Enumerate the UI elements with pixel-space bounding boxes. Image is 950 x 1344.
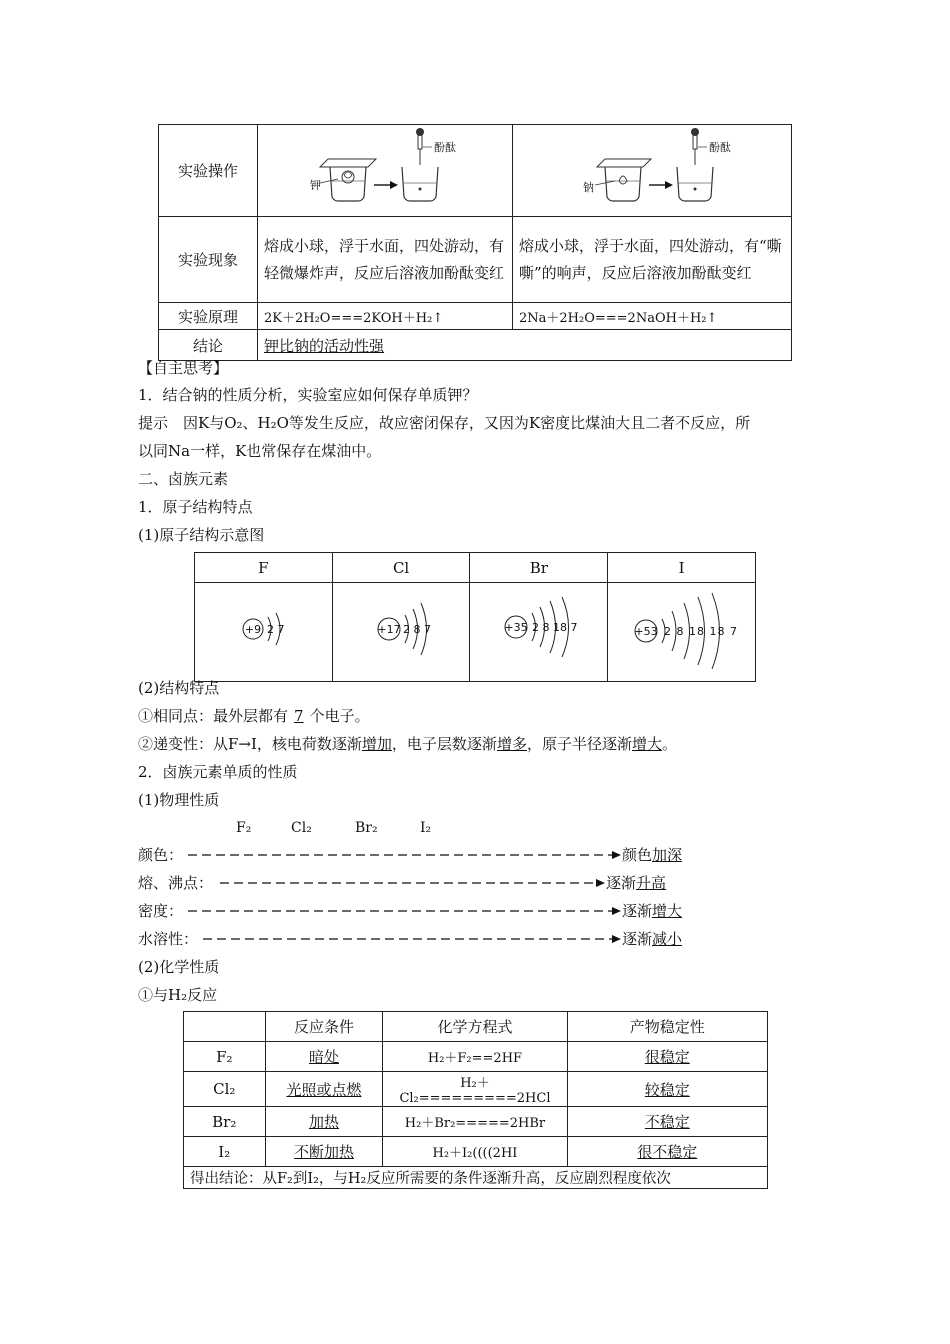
trend-shell-count: 增多 bbox=[496, 735, 527, 753]
atom-br-shells: 2 8 18 7 bbox=[532, 621, 578, 634]
h2-row-f2-equation: H₂＋F₂==2HF bbox=[383, 1042, 567, 1072]
atom-cl-diagram bbox=[333, 583, 469, 677]
h2-header-blank bbox=[184, 1012, 266, 1042]
row-label-principle: 实验原理 bbox=[159, 303, 258, 330]
prop-row-mp bbox=[138, 873, 213, 893]
na-metal-label: 钠 bbox=[583, 181, 594, 194]
na-principle: 2Na＋2H₂O===2NaOH＋H₂↑ bbox=[513, 303, 792, 330]
h2-row-br2-condition: 加热 bbox=[308, 1113, 339, 1131]
subsection-chemical-properties: (2)化学性质 bbox=[138, 958, 220, 976]
atom-diagram-cl bbox=[332, 583, 470, 682]
subsection-h2-reaction: ①与H₂反应 bbox=[138, 986, 218, 1004]
atom-symbol-i: I bbox=[608, 553, 756, 583]
atom-f-diagram bbox=[195, 583, 331, 677]
h2-row-i2-equation: H₂＋I₂((((2HI bbox=[383, 1137, 567, 1167]
h2-row-cl2-condition: 光照或点燃 bbox=[286, 1080, 362, 1099]
trend-mid2: ，原子半径逐渐 bbox=[526, 735, 632, 753]
prop-mp-result bbox=[606, 873, 666, 893]
element-f2: F₂ bbox=[236, 820, 252, 836]
h2-reaction-table bbox=[183, 1011, 768, 1189]
h2-row-f2-condition: 暗处 bbox=[308, 1048, 339, 1066]
prop-density-value: 增大 bbox=[652, 902, 683, 920]
prop-solubility-label: 水溶性： bbox=[138, 930, 199, 948]
atom-br-nucleus: +35 bbox=[504, 621, 529, 634]
na-phenomenon: 熔成小球，浮于水面，四处游动，有“嘶嘶”的响声，反应后溶液加酚酞变红 bbox=[513, 217, 792, 303]
h2-row-f2-stability: 很稳定 bbox=[644, 1048, 690, 1066]
trend-prefix: ②递变性：从F→I，核电荷数逐渐 bbox=[138, 735, 362, 753]
atom-i-diagram bbox=[608, 583, 754, 677]
row-label-conclusion: 结论 bbox=[159, 330, 258, 361]
conclusion-text: 钾比钠的活动性强 bbox=[264, 336, 385, 355]
row-label-phenomenon: 实验现象 bbox=[159, 217, 258, 303]
atom-diagram-br bbox=[470, 583, 608, 682]
prop-color-prefix: 颜色 bbox=[622, 846, 653, 864]
prop-solubility-value: 减小 bbox=[652, 930, 683, 948]
h2-row-br2-stability: 不稳定 bbox=[644, 1113, 690, 1131]
atom-diagram-i bbox=[608, 583, 756, 682]
trend-mid1: ，电子层数逐渐 bbox=[391, 735, 497, 753]
prop-row-solubility bbox=[138, 929, 198, 949]
atom-cl-shells: 2 8 7 bbox=[402, 623, 431, 636]
k-principle: 2K＋2H₂O===2KOH＋H₂↑ bbox=[258, 303, 513, 330]
prop-mp-label: 熔、沸点： bbox=[138, 874, 214, 892]
subsection-atomic-structure: 1．原子结构特点 bbox=[138, 498, 253, 516]
atom-f-nucleus: +9 bbox=[244, 623, 262, 636]
k-metal-label: 钾 bbox=[310, 179, 321, 192]
h2-row-cl2-element: Cl₂ bbox=[184, 1072, 266, 1107]
h2-row-f2-element: F₂ bbox=[184, 1042, 266, 1072]
prop-density-result bbox=[622, 901, 682, 921]
section-title-halogen: 二、卤族元素 bbox=[138, 470, 229, 488]
h2-row-i2-element: I₂ bbox=[184, 1137, 266, 1167]
same-point-prefix: ①相同点：最外层都有 bbox=[138, 707, 289, 725]
element-br2: Br₂ bbox=[355, 820, 378, 836]
h2-header-equation: 化学方程式 bbox=[383, 1012, 567, 1042]
prop-color-result bbox=[622, 845, 682, 865]
prop-density-label: 密度： bbox=[138, 902, 184, 920]
atom-symbol-br: Br bbox=[470, 553, 608, 583]
prop-density-arrow bbox=[188, 901, 622, 921]
think-hint-line1: 提示 因K与O₂、H₂O等发生反应，故应密闭保存，又因为K密度比煤油大且二者不反应，所 bbox=[138, 414, 751, 432]
h2-row-i2-condition: 不断加热 bbox=[293, 1143, 354, 1161]
same-point-line bbox=[138, 706, 370, 726]
h2-row-i2-stability: 很不稳定 bbox=[637, 1143, 698, 1161]
think-hint-line2: 以同Na一样，K也常保存在煤油中。 bbox=[138, 442, 382, 460]
na-apparatus-cell bbox=[513, 125, 792, 217]
subsection-structure-features: (2)结构特点 bbox=[138, 679, 220, 697]
h2-row-cl2-equation: H₂＋Cl₂=========2HCl bbox=[383, 1072, 567, 1107]
subsection-physical-properties: (1)物理性质 bbox=[138, 791, 220, 809]
k-apparatus-cell bbox=[258, 125, 513, 217]
prop-density-prefix: 逐渐 bbox=[622, 902, 653, 920]
atom-diagram-f bbox=[195, 583, 333, 682]
atom-f-shells: 2 7 bbox=[267, 623, 285, 636]
prop-mp-value: 升高 bbox=[636, 874, 667, 892]
prop-color-label: 颜色： bbox=[138, 846, 184, 864]
prop-solubility-result bbox=[622, 929, 682, 949]
think-heading: 【自主思考】 bbox=[138, 359, 229, 377]
h2-header-condition: 反应条件 bbox=[265, 1012, 383, 1042]
prop-solubility-arrow bbox=[203, 929, 622, 949]
subsection-structure-diagram: (1)原子结构示意图 bbox=[138, 526, 265, 544]
h2-row-cl2-stability: 较稳定 bbox=[644, 1080, 690, 1099]
prop-color-value: 加深 bbox=[652, 846, 683, 864]
atom-structure-table bbox=[194, 552, 756, 682]
prop-solubility-prefix: 逐渐 bbox=[622, 930, 653, 948]
atom-i-nucleus: +53 bbox=[634, 625, 658, 638]
prop-mp-arrow bbox=[220, 873, 606, 893]
atom-symbol-f: F bbox=[195, 553, 333, 583]
element-i2: I₂ bbox=[420, 820, 432, 836]
trend-line bbox=[138, 734, 677, 754]
k-phenomenon: 熔成小球，浮于水面，四处游动，有轻微爆炸声，反应后溶液加酚酞变红 bbox=[258, 217, 513, 303]
na-apparatus-illustration bbox=[513, 125, 791, 212]
h2-row-br2-equation: H₂＋Br₂=====2HBr bbox=[383, 1107, 567, 1137]
atom-symbol-cl: Cl bbox=[332, 553, 470, 583]
prop-row-density bbox=[138, 901, 183, 921]
trend-radius: 增大 bbox=[631, 735, 662, 753]
same-point-value: 7 bbox=[294, 707, 304, 725]
think-question: 1．结合钠的性质分析，实验室应如何保存单质钾？ bbox=[138, 386, 478, 404]
trend-nuclear-charge: 增加 bbox=[361, 735, 392, 753]
prop-color-arrow bbox=[188, 845, 622, 865]
na-phenol-label: 酚酞 bbox=[709, 141, 731, 154]
row-label-operation: 实验操作 bbox=[159, 125, 258, 217]
prop-mp-prefix: 逐渐 bbox=[606, 874, 637, 892]
element-cl2: Cl₂ bbox=[291, 820, 312, 836]
h2-table-conclusion: 得出结论：从F₂到I₂，与H₂反应所需要的条件逐渐升高，反应剧烈程度依次 bbox=[184, 1167, 768, 1189]
h2-header-stability: 产物稳定性 bbox=[567, 1012, 767, 1042]
k-phenol-label: 酚酞 bbox=[434, 141, 456, 154]
k-apparatus-illustration bbox=[258, 125, 512, 212]
subsection-element-properties: 2．卤族元素单质的性质 bbox=[138, 763, 298, 781]
atom-br-diagram bbox=[470, 583, 606, 677]
trend-end: 。 bbox=[661, 735, 677, 753]
prop-row-color bbox=[138, 845, 183, 865]
experiment-table bbox=[158, 124, 792, 361]
atom-i-shells: 2 8 18 18 7 bbox=[664, 625, 739, 638]
h2-row-br2-element: Br₂ bbox=[184, 1107, 266, 1137]
same-point-suffix: 个电子。 bbox=[309, 707, 370, 725]
atom-cl-nucleus: +17 bbox=[377, 623, 401, 636]
